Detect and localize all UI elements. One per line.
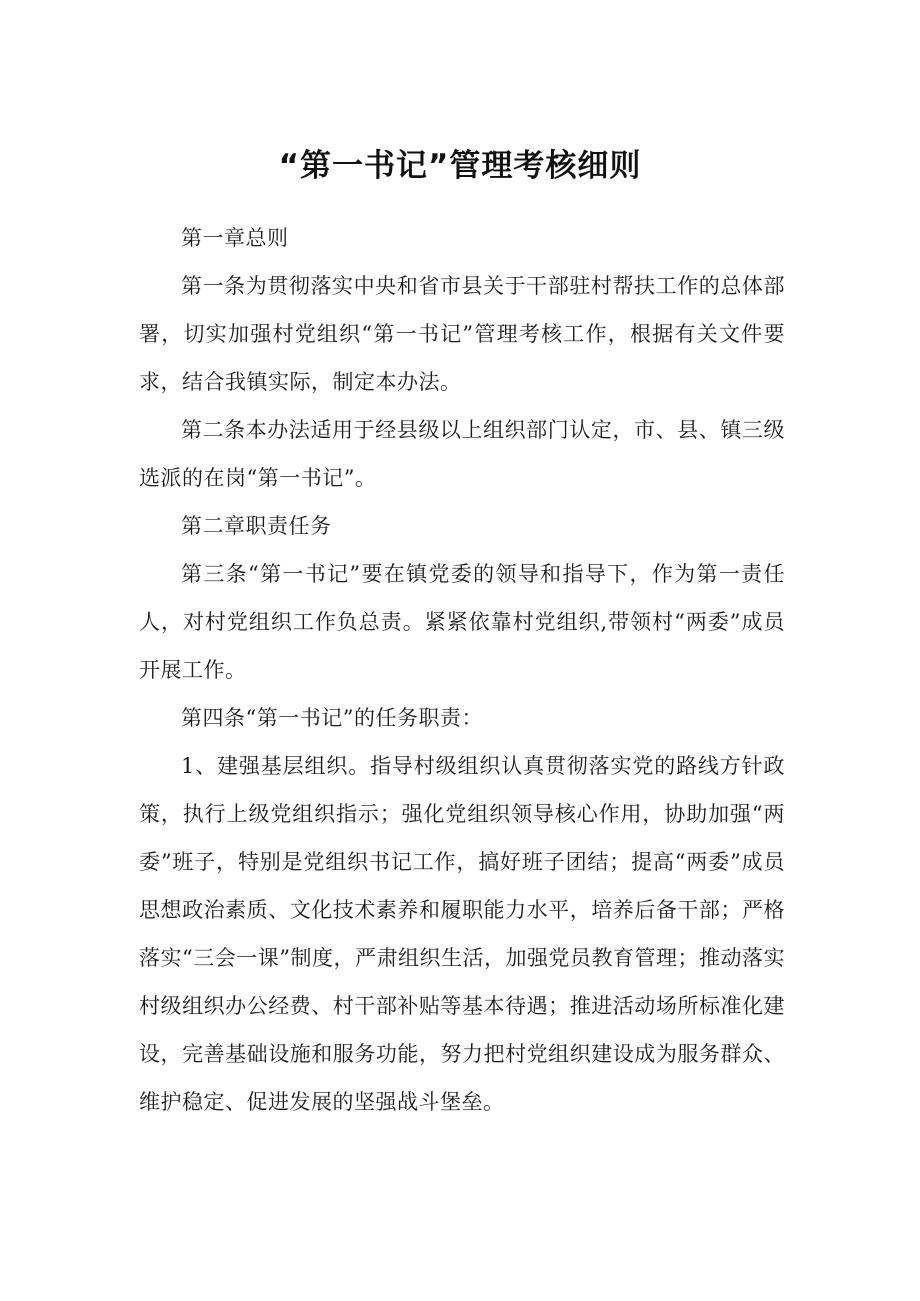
article-paragraph: 第三条“第一书记”要在镇党委的领导和指导下，作为第一责任人，对村党组织工作负总责。紧紧依靠村党组织,带领村“两委”成员开展工作。 bbox=[139, 562, 785, 682]
document-title: “第一书记”管理考核细则 bbox=[278, 148, 642, 184]
chapter-heading: 第一章总则 bbox=[181, 226, 289, 250]
chapter-heading: 第二章职责任务 bbox=[181, 514, 332, 538]
article-paragraph: 第四条“第一书记”的任务职责： bbox=[181, 706, 483, 730]
article-paragraph: 第一条为贯彻落实中央和省市县关于干部驻村帮扶工作的总体部署，切实加强村党组织“第一书记”管理考核工作，根据有关文件要求，结合我镇实际，制定本办法。 bbox=[139, 274, 785, 394]
document-body bbox=[139, 214, 785, 1126]
list-item-paragraph: 1、建强基层组织。指导村级组织认真贯彻落实党的路线方针政策，执行上级党组织指示；强化党组织领导核心作用，协助加强“两委”班子，特别是党组织书记工作，搞好班子团结；提高“两委”成员思想政治素质、文化技术素养和履职能力水平，培养后备干部；严格落实“三会一课”制度，严肃组织生活，加强党员教育管理；推动落实村级组织办公经费、村干部补贴等基本待遇；推进活动场所标准化建设，完善基础设施和服务功能，努力把村党组织建设成为服务群众、维护稳定、促进发展的坚强战斗堡垒。 bbox=[139, 754, 785, 1114]
article-paragraph: 第二条本办法适用于经县级以上组织部门认定，市、县、镇三级选派的在岗“第一书记”。 bbox=[139, 418, 785, 490]
